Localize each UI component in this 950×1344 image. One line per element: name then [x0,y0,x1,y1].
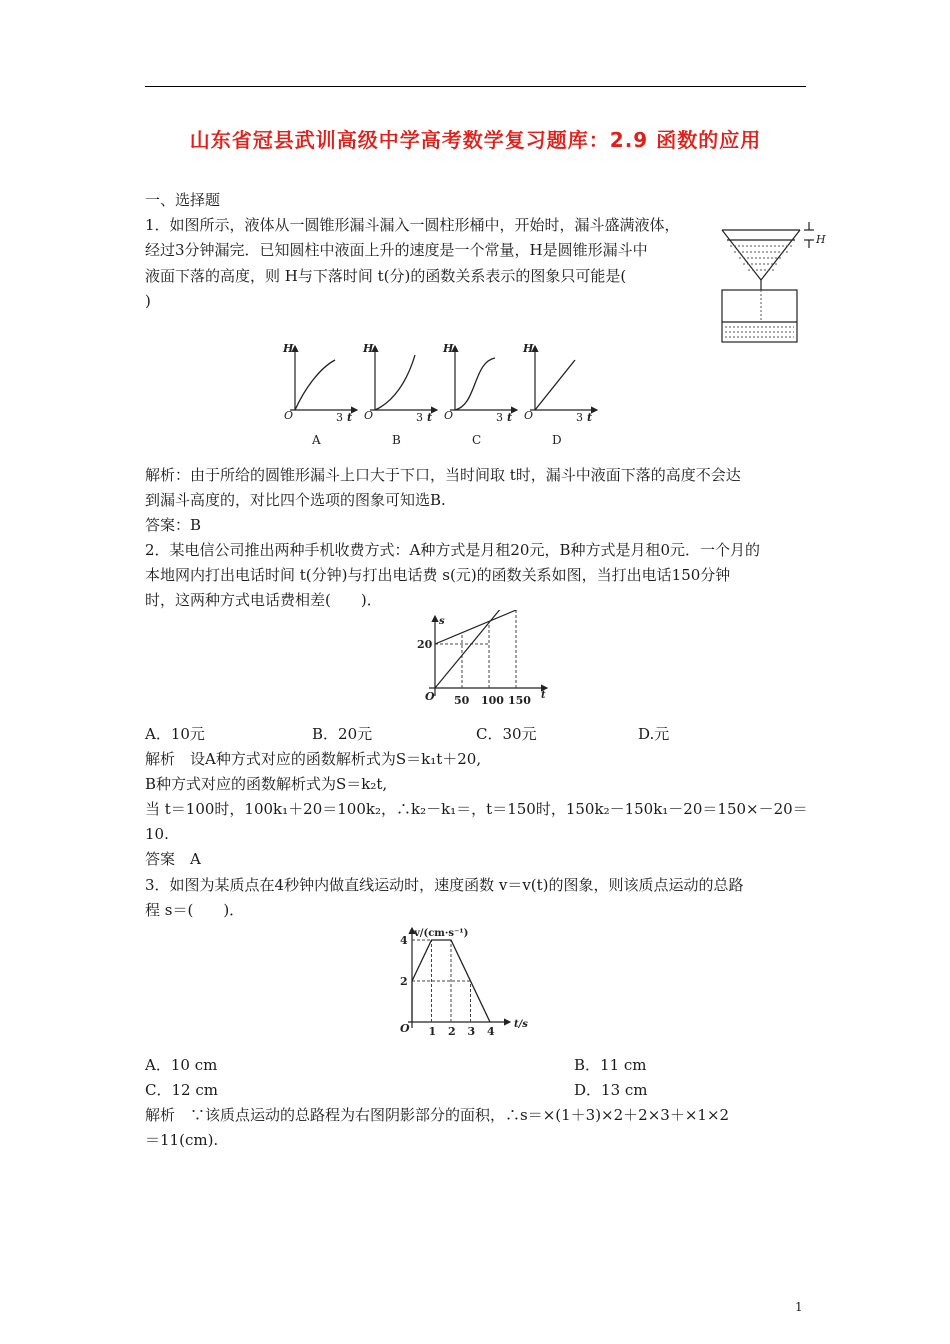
q2-x-tick: 100 [481,694,504,707]
q3-analysis-2: ＝11(cm). [145,1131,219,1149]
q1-graph-x-label: t [347,411,353,424]
q3-y-tick: 2 [400,975,408,988]
q2-x-label: t [541,690,546,701]
q2-line2: 本地网内打出电话时间 t(分钟)与打出电话费 s(元)的函数关系如图，当打出电话150分钟 [145,566,731,584]
q1-analysis-2: 到漏斗高度的，对比四个选项的图象可知选B. [145,491,446,509]
q3-x-tick: 4 [487,1025,495,1038]
q1-graph-curve [375,355,415,410]
page-number: 1 [795,1300,803,1314]
q3-option-d: D．13 cm [574,1081,648,1099]
q1-graph-option-label: A [312,433,321,447]
q2-option-d: D.元 [638,725,670,743]
q2-line3: 时，这两种方式电话费相差( )． [145,591,382,609]
q1-graph-x-label: t [507,411,513,424]
q1-graph-tick: 3 [416,411,423,424]
q2-origin: O [425,690,435,703]
q1-graph-curve [295,360,335,410]
q3-x-label: t/s [514,1019,528,1030]
q2-option-b: B．20元 [312,725,373,743]
q1-graph-option-label: B [392,433,401,447]
q3-origin: O [400,1022,410,1035]
q1-analysis-1: 解析：由于所给的圆锥形漏斗上口大于下口，当时间取 t时，漏斗中液面下落的高度不会达 [145,466,741,484]
q2-option-a: A．10元 [145,725,205,743]
q1-line3: 液面下落的高度，则 H与下落时间 t(分)的函数关系表示的图象只可能是( [145,267,627,285]
q1-graph-option-label: D [552,433,562,447]
q2-answer: 答案 A [145,850,201,868]
q2-option-c: C．30元 [476,725,537,743]
q1-line2: 经过3分钟漏完．已知圆柱中液面上升的速度是一个常量，H是圆锥形漏斗中 [145,241,648,259]
q1-graph-option-label: C [472,433,482,447]
q1-line1: 1．如图所示，液体从一圆锥形漏斗漏入一圆柱形桶中，开始时，漏斗盛满液体， [145,216,680,234]
section-heading: 一、选择题 [145,191,221,209]
q2-x-tick: 50 [454,694,470,707]
q1-graph-origin: O [284,409,294,422]
q3-line1: 3．如图为某质点在4秒钟内做直线运动时，速度函数 v＝v(t)的图象，则该质点运动的总路 [145,876,744,894]
q3-x-tick: 2 [448,1025,456,1038]
q1-graph-x-label: t [587,411,593,424]
q2-analysis-1: 解析 设A种方式对应的函数解析式为S＝k₁t＋20, [145,750,482,768]
q3-option-b: B．11 cm [574,1056,647,1074]
q1-graph-curve [535,360,575,410]
q3-x-tick: 1 [428,1025,437,1038]
q2-analysis-3: 当 t＝100时，100k₁＋20＝100k₂，∴k₂－k₁＝，t＝150时，150k₂－150k₁－20＝150×－20＝ [145,800,808,818]
q1-line4: ) [145,292,151,310]
q3-option-a: A．10 cm [145,1056,218,1074]
q2-x-tick: 150 [508,694,531,707]
q1-graph-origin: O [524,409,534,422]
page-title: 山东省冠县武训高级中学高考数学复习题库：2.9 函数的应用 [189,128,762,152]
q1-graph-y-label: H [363,342,374,355]
q3-chart [392,922,532,1044]
q2-series-line [435,610,530,644]
q1-graph-y-label: H [443,342,454,355]
q2-series-line [435,610,530,688]
q1-graph-tick: 3 [576,411,583,424]
q2-analysis-2: B种方式对应的函数解析式为S＝k₂t, [145,775,388,793]
funnel-figure [718,220,828,346]
q1-answer: 答案：B [145,516,202,534]
q3-x-tick: 3 [467,1025,476,1038]
q1-graph-x-label: t [427,411,433,424]
q3-y-label: v/(cm·s⁻¹) [414,928,469,939]
q1-graph-curve [455,358,495,410]
q2-y-label: s [439,616,445,627]
q1-graphs [280,338,610,450]
q1-graph-tick: 3 [336,411,343,424]
q1-graph-origin: O [444,409,454,422]
q1-graph-origin: O [364,409,374,422]
q1-graph-y-label: H [283,342,294,355]
q1-graph-y-label: H [523,342,534,355]
q2-y-tick: 20 [417,638,433,651]
q3-y-tick: 4 [400,934,408,947]
q2-analysis-4: 10. [145,825,169,843]
header-rule [145,86,806,87]
q3-analysis-1: 解析 ∵该质点运动的总路程为右图阴影部分的面积，∴s＝×(1＋3)×2＋2×3＋×1×2 [145,1106,730,1124]
q2-line1: 2．某电信公司推出两种手机收费方式：A种方式是月租20元，B种方式是月租0元．一个月的 [145,541,761,559]
funnel-h-label: H [816,233,826,246]
q2-chart [410,610,550,710]
q1-graph-tick: 3 [496,411,503,424]
q3-option-c: C．12 cm [145,1081,218,1099]
q3-line2: 程 s＝( )． [145,901,245,919]
